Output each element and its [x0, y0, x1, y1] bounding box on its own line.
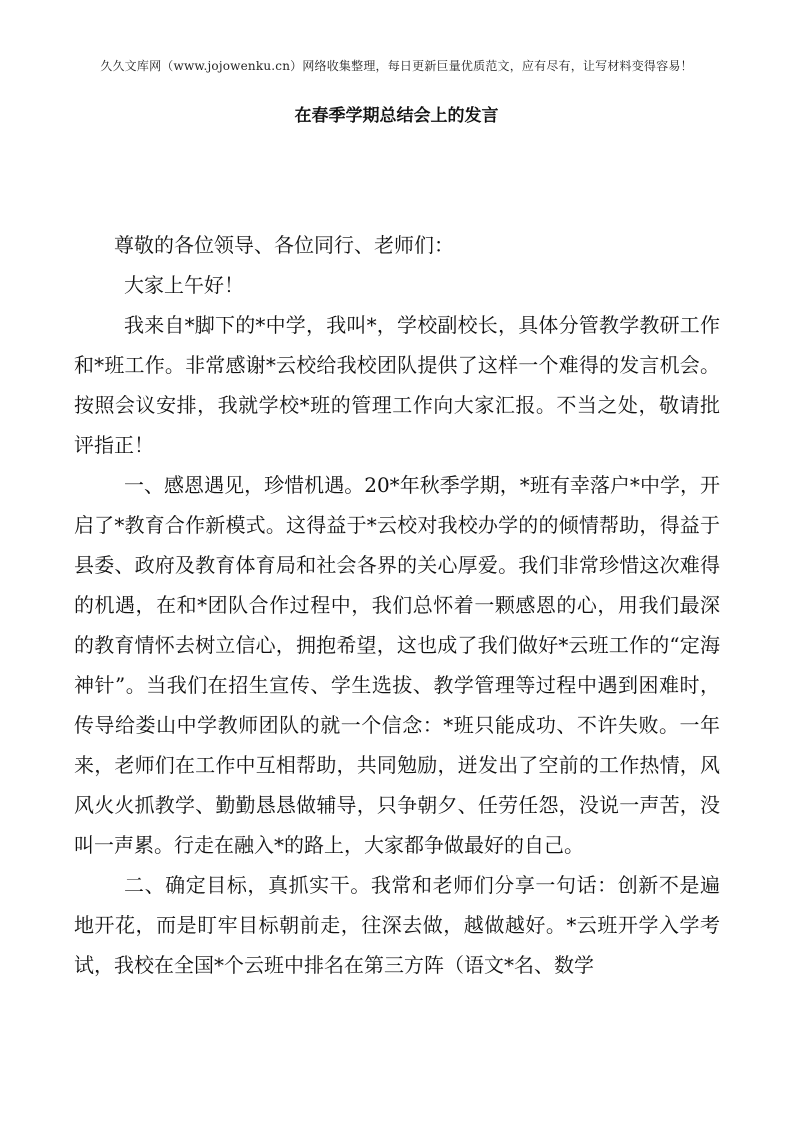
document-body — [74, 225, 720, 985]
introduction-paragraph: 我来自*脚下的*中学，我叫*，学校副校长，具体分管教学教研工作和*班工作。非常感谢*云校给我校团队提供了这样一个难得的发言机会。按照会议安排，我就学校*班的管理工作向大家汇报。不当之处，敬请批评指正！ — [74, 313, 720, 457]
salutation-paragraph: 尊敬的各位领导、各位同行、老师们： — [114, 233, 454, 257]
section-one-paragraph: 一、感恩遇见，珍惜机遇。20*年秋季学期，*班有幸落户*中学，开启了*教育合作新模式。这得益于*云校对我校办学的的倾情帮助，得益于县委、政府及教育体育局和社会各界的关心厚爱。我们非常珍惜这次难得的机遇，在和*团队合作过程中，我们总怀着一颗感恩的心，用我们最深的教育情怀去树立信心，拥抱希望，这也成了我们做好*云班工作的“定海神针”。当我们在招生宣传、学生选拔、教学管理等过程中遇到困难时，传导给娄山中学教师团队的就一个信念：*班只能成功、不许失败。一年来，老师们在工作中互相帮助，共同勉励，迸发出了空前的工作热情，风风火火抓教学、勤勤恳恳做辅导，只争朝夕、任劳任怨，没说一声苦，没叫一声累。行走在融入*的路上，大家都争做最好的自己。 — [74, 473, 720, 857]
document-title: 在春季学期总结会上的发言 — [294, 106, 499, 126]
header-note: 久久文库网（www.jojowenku.cn）网络收集整理，每日更新巨量优质范文，应有尽有，让写材料变得容易！ — [100, 59, 693, 73]
section-two-paragraph: 二、确定目标，真抓实干。我常和老师们分享一句话：创新不是遍地开花，而是盯牢目标朝前走，往深去做，越做越好。*云班开学入学考试，我校在全国*个云班中排名在第三方阵（语文*名、数学 — [74, 873, 720, 977]
greeting-paragraph: 大家上午好！ — [124, 273, 244, 297]
